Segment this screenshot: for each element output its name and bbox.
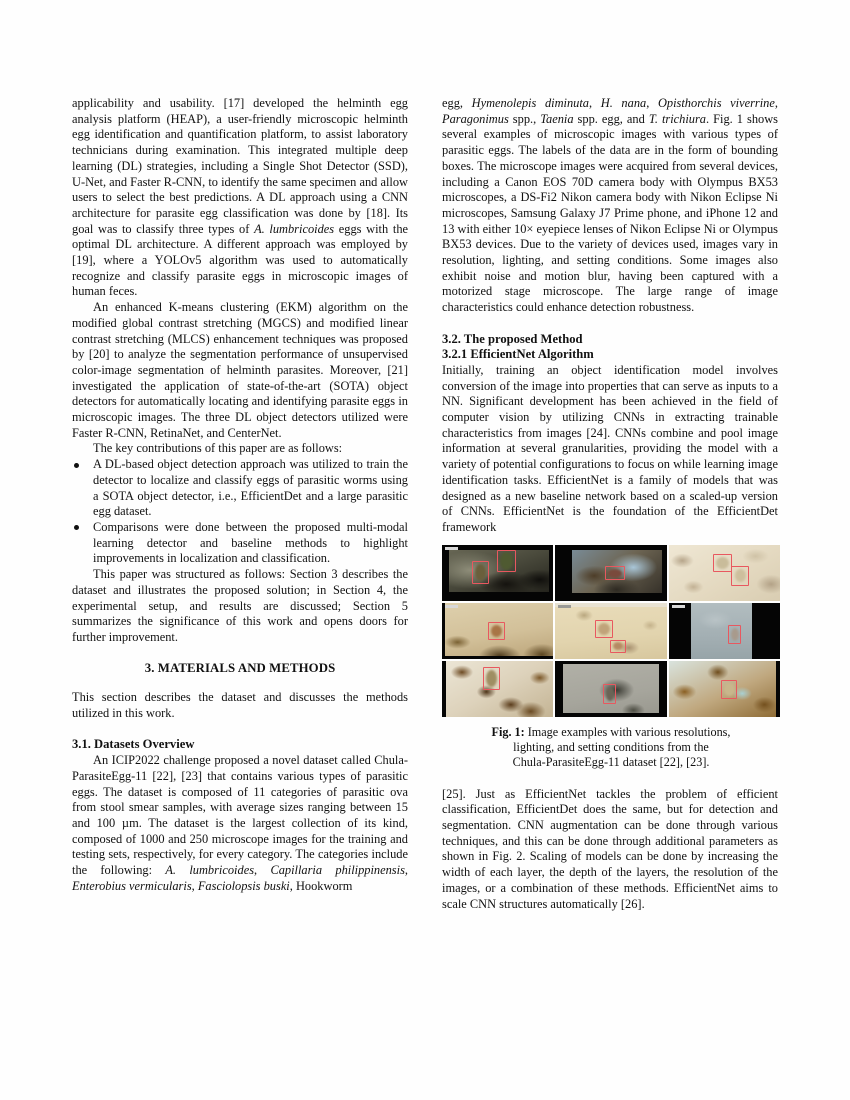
bounding-box bbox=[603, 684, 616, 704]
bounding-box bbox=[472, 561, 489, 584]
right-column bbox=[442, 96, 778, 912]
figure-1-image-grid bbox=[442, 545, 780, 717]
letterbox-left bbox=[442, 603, 445, 659]
letterbox-top bbox=[555, 603, 666, 607]
paragraph-contributions-lead: The key contributions of this paper are as follows: bbox=[93, 441, 343, 456]
list-item bbox=[72, 457, 408, 520]
letterbox-bottom bbox=[442, 656, 553, 659]
figure-caption-line-1: Image examples with various resolutions, bbox=[524, 724, 731, 739]
letterbox-left bbox=[442, 661, 446, 717]
scale-bar bbox=[672, 605, 685, 608]
letterbox-right bbox=[662, 545, 667, 601]
left-column bbox=[72, 96, 408, 912]
bounding-box bbox=[605, 566, 625, 580]
figure-label: Fig. 1: bbox=[491, 724, 525, 739]
letterbox-bottom bbox=[442, 592, 553, 601]
figure-cell-6 bbox=[669, 603, 780, 659]
figure-cell-1 bbox=[442, 545, 553, 601]
bounding-box bbox=[610, 640, 626, 653]
letterbox-top bbox=[555, 545, 666, 550]
scale-bar bbox=[445, 547, 458, 550]
bounding-box bbox=[497, 550, 516, 572]
subsection-heading-proposed-method: 3.2. The proposed Method bbox=[442, 331, 583, 346]
subsection-heading-efficientnet-algorithm: 3.2.1 EfficientNet Algorithm bbox=[442, 347, 594, 362]
bullet-dot-icon bbox=[74, 525, 79, 530]
bounding-box bbox=[713, 554, 732, 572]
figure-cell-8 bbox=[555, 661, 666, 717]
scale-bar bbox=[445, 605, 458, 608]
spacer bbox=[442, 771, 778, 787]
list-item-text: Comparisons were done between the proposed multi-modal learning detector and baseline methods to highlight improvements in localization and classification. bbox=[93, 519, 408, 566]
letterbox-bottom bbox=[555, 593, 666, 601]
paragraph-categories-continued: egg, Hymenolepis diminuta, H. nana, Opisthorchis viverrine, Paragonimus spp., Taenia spp. egg, and T. trichiura. Fig. 1 shows several examples of microscopic images with various types of parasitic eggs. The labels of the data are in the form of bounding boxes. The microscope images were acquired from several devices, including a Canon EOS 70D camera body with Olympus BX53 microscopes, a DS-Fi2 Nikon camera body with Nikon Eclipse Ni microscopes, Samsung Galaxy J7 Prime phone, and iPhone 12 and 13 with either 10× eyepiece lenses of Nikon Eclipse Ni or Olympus BX53 devices. Due to the variety of devices used, images vary in resolution, lighting, and setting conditions. Some images also exhibit noise and motion blur, having been captured with a motorized stage microscope. The large range of image characteristics could enhance detection robustness. bbox=[442, 96, 778, 315]
bullet-dot-icon bbox=[74, 463, 79, 468]
figure-cell-2 bbox=[555, 545, 666, 601]
letterbox-right bbox=[659, 661, 667, 717]
paragraph-efficientdet: [25]. Just as EfficientNet tackles the problem of efficient classification, EfficientDet does the same, but for detection and segmentation. CNN augmentation can be done through various techniques, and this can be done through additional parameters as shown in Fig. 2. Scaling of models can be done by increasing the width of each layer, the depth of the layers, the resolution of the images, or a combination of these methods. EfficientNet aims to scale CNN structures automatically [26]. bbox=[442, 786, 778, 911]
bounding-box bbox=[488, 622, 505, 640]
letterbox-top bbox=[555, 661, 666, 664]
paragraph-efficientnet: Initially, training an object identification model involves conversion of the image into properties that can serve as inputs to a NN. Significant development has been achieved in the field of computer vision by utilizing CNNs in extracting trainable characteristics from images [24]. CNNs combine and pool image information at several granularities, providing the model with a variety of potential configurations to focus on while learning image identification tasks. EfficientNet is a family of models that was designed as a new baseline network based on a scaled-up version of CNNs. EfficientNet is the foundation of the EfficientDet framework bbox=[442, 362, 778, 534]
contributions-list bbox=[72, 457, 408, 567]
figure-cell-7 bbox=[442, 661, 553, 717]
paragraph-section-intro: This section describes the dataset and discusses the methods utilized in this work. bbox=[72, 690, 408, 721]
figure-1 bbox=[442, 545, 780, 771]
paragraph-dataset-description: An ICIP2022 challenge proposed a novel dataset called Chula-ParasiteEgg-11 [22], [23] that contains various types of parasitic eggs. The dataset is composed of 11 categories of parasitic ova from stool smear samples, with average sizes ranging between 15 and 100 µm. The dataset is the largest collection of its kind, composed of 1000 and 250 microscope images for the training and testing sets, respectively, for every category. The categories include the following: A. lumbricoides, Capillaria philippinensis, Enterobius vermicularis, Fasciolopsis buski, Hookworm bbox=[72, 753, 409, 893]
paragraph-ekm: An enhanced K-means clustering (EKM) algorithm on the modified global contrast stretching (MGCS) and modified linear contrast stretching (MLCS) enhancement techniques was proposed by [20] to analyze the segmentation performance of unsupervised color-image segmentation of helminth parasites. Moreover, [21] investigated the application of state-of-the-art (SOTA) object detectors for automatically locating and identifying parasite eggs in microscopic images. The three DL object detectors utilized were Faster R-CNN, RetinaNet, and CenterNet. bbox=[72, 300, 408, 440]
scale-bar bbox=[558, 605, 571, 608]
letterbox-left bbox=[555, 661, 563, 717]
list-item bbox=[72, 520, 408, 567]
letterbox-bottom bbox=[555, 713, 666, 717]
bounding-box bbox=[731, 566, 749, 586]
subsection-heading-datasets-overview: 3.1. Datasets Overview bbox=[72, 737, 195, 752]
figure-caption-line-3: Chula-ParasiteEgg-11 dataset [22], [23]. bbox=[512, 755, 710, 770]
spacer bbox=[442, 316, 778, 332]
letterbox-top bbox=[442, 545, 553, 550]
figure-cell-5 bbox=[555, 603, 666, 659]
paragraph-paper-structure: This paper was structured as follows: Section 3 describes the dataset and illustrates the proposed solution; in Section 4, the experimental setup, and results are discussed; Section 5 summarizes the significance of this work and opens doors for further improvement. bbox=[72, 567, 408, 644]
figure-1-caption bbox=[442, 725, 780, 771]
bounding-box bbox=[728, 625, 741, 644]
paragraph-heap: applicability and usability. [17] developed the helminth egg analysis platform (HEAP), a user-friendly microscopic helminth egg identification and quantification platform, to assist laboratory technicians during examination. This integrated multiple deep learning (DL) strategies, including a Single Shot Detector (SSD), U-Net, and Faster R-CNN, to identify the same specimen and allow users to select the best predictions. A DL approach using a CNN architecture for parasite egg classification was done by [18]. Its goal was to classify three types of A. lumbricoides eggs with the optimal DL architecture. A different approach was employed by [19], where a YOLOv5 algorithm was used to automatically recognize and classify parasite eggs in microscopic images of human feces. bbox=[72, 96, 409, 299]
figure-cell-4 bbox=[442, 603, 553, 659]
bounding-box bbox=[721, 680, 737, 699]
microscopy-strip bbox=[691, 603, 752, 659]
spacer bbox=[72, 722, 408, 738]
two-column-body bbox=[72, 96, 778, 912]
figure-caption-line-2: lighting, and setting conditions from the bbox=[513, 740, 709, 755]
bounding-box bbox=[483, 667, 500, 690]
letterbox-right bbox=[776, 661, 780, 717]
section-heading-materials-and-methods: 3. MATERIALS AND METHODS bbox=[144, 660, 336, 675]
letterbox-right bbox=[549, 545, 553, 601]
list-item-text: A DL-based object detection approach was utilized to train the detector to localize and classify eggs of parasitic worms using a SOTA object detector, i.e., EfficientDet and a large parasitic egg dataset. bbox=[93, 457, 408, 519]
figure-cell-3 bbox=[669, 545, 780, 601]
bounding-box bbox=[595, 620, 613, 638]
figure-cell-9 bbox=[669, 661, 780, 717]
